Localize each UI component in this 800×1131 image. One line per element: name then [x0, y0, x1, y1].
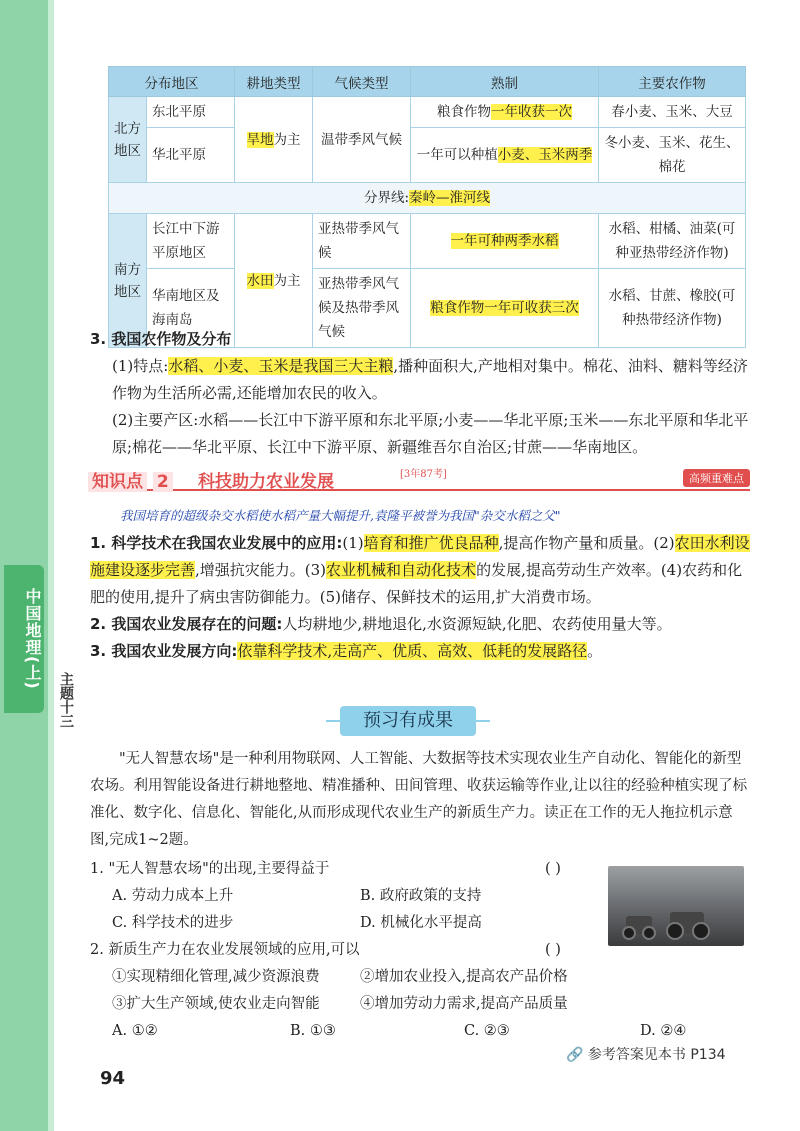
table-header: 主要农作物 [599, 67, 746, 97]
table-header: 熟制 [411, 67, 599, 97]
area-cell: 华北平原 [147, 128, 235, 183]
table-row [109, 128, 746, 183]
crops-cell: 水稻、柑橘、油菜(可种亚热带经济作物) [599, 214, 746, 269]
q1-option-c[interactable]: C. 科学技术的进步 [112, 915, 234, 931]
key-point-badge: 高频重难点 [683, 469, 750, 487]
q1-option-b[interactable]: B. 政府政策的支持 [360, 888, 482, 904]
q2-stem: 2. 新质生产力在农业发展领域的应用,可以 [90, 942, 360, 958]
crops-cell: 水稻、甘蔗、橡胶(可种热带经济作物) [599, 269, 746, 348]
point-2: 2. 我国农业发展存在的问题:人均耕地少,耕地退化,水资源短缺,化肥、农药使用量大等。 [90, 615, 672, 633]
q2-option-b[interactable]: B. ①③ [290, 1023, 336, 1039]
climate-cell: 温带季风气候 [313, 97, 411, 183]
q1-stem: 1. "无人智慧农场"的出现,主要得益于 [90, 861, 330, 877]
section3-title: 3. 我国农作物及分布 [90, 330, 232, 348]
point-1: 1. 科学技术在我国农业发展中的应用:(1)培育和推广优良品种,提高作物产量和质量。(2)农田水利设施建设逐步完善,增强抗灾能力。(3)农业机械和自动化技术的发展,提高劳动生产效率。(4)农药和化肥的使用,提升了病虫害防御能力。(5)储存、保鲜技术的运用,扩大消费市场。 [90, 534, 750, 606]
climate-cell: 亚热带季风气候 [313, 214, 411, 269]
point-3: 3. 我国农业发展方向:依靠科学技术,走高产、优质、高效、低耗的发展路径。 [90, 642, 603, 660]
ripening-cell: 粮食作物一年收获一次 [411, 97, 599, 128]
q1-option-a[interactable]: A. 劳动力成本上升 [112, 888, 234, 904]
section3-p1: (1)特点:水稻、小麦、玉米是我国三大主粮,播种面积大,产地相对集中。棉花、油料、糖料等经济作物为生活所必需,还能增加农民的收入。 [112, 357, 748, 402]
page-edge-band-light [48, 0, 54, 1131]
passage: "无人智慧农场"是一种利用物联网、人工智能、大数据等技术实现农业生产自动化、智能化的新型农场。利用智能设备进行耕地整地、精准播种、田间管理、收获运输等作业,让以往的经验种植实现了标准化、数字化、信息化、智能化,从而形成现代农业生产的新质生产力。读正在工作的无人拖拉机示意图,完成1~2题。 [90, 751, 748, 848]
farming-regions-table [108, 66, 746, 348]
ripening-cell: 一年可种两季水稻 [411, 214, 599, 269]
area-cell: 东北平原 [147, 97, 235, 128]
table-header-row [109, 67, 746, 97]
q2-statement-2: ②增加农业投入,提高农产品价格 [360, 969, 568, 985]
divider-cell: 分界线:秦岭—淮河线 [109, 183, 746, 214]
divider-row [109, 183, 746, 214]
link-icon: 🔗 [566, 1047, 584, 1063]
q2-statement-3: ③扩大生产领域,使农业走向智能 [112, 996, 320, 1012]
preview-banner: 预习有成果 [340, 706, 476, 736]
tech-points [90, 530, 750, 665]
wheel-shape [642, 926, 656, 940]
wheel-shape [622, 926, 636, 940]
table-row [109, 97, 746, 128]
page-number: 94 [100, 1068, 126, 1089]
crops-cell: 春小麦、玉米、大豆 [599, 97, 746, 128]
q2-statement-4: ④增加劳动力需求,提高产品质量 [360, 996, 568, 1012]
ripening-cell: 一年可以种植小麦、玉米两季 [411, 128, 599, 183]
q2-answer-paren[interactable]: ( ) [545, 942, 561, 958]
region-south: 南方地区 [109, 214, 147, 348]
area-cell: 长江中下游平原地区 [147, 214, 235, 269]
q1-option-d[interactable]: D. 机械化水平提高 [360, 915, 482, 931]
table-row [109, 214, 746, 269]
land-type-cell: 水田为主 [235, 214, 313, 348]
handwritten-note: 我国培育的超级杂交水稻使水稻产量大幅提升,袁隆平被誉为我国"杂交水稻之父" [120, 508, 561, 523]
wheel-shape [666, 922, 684, 940]
land-type-cell: 旱地为主 [235, 97, 313, 183]
table-header: 分布地区 [109, 67, 235, 97]
knowledge-tag: 知识点 2 [88, 467, 173, 492]
answer-reference: 🔗 参考答案见本书 P134 [566, 1047, 726, 1063]
q2-option-d[interactable]: D. ②④ [640, 1023, 687, 1039]
knowledge-title: 科技助力农业发展 [198, 472, 334, 492]
q2-statement-1: ①实现精细化管理,减少资源浪费 [112, 969, 320, 985]
side-chapter-tab: 中国地理(上) [4, 565, 44, 713]
knowledge-frequency: [3年87考] [400, 469, 447, 480]
q2-option-c[interactable]: C. ②③ [464, 1023, 510, 1039]
question-1 [90, 856, 590, 883]
region-north: 北方地区 [109, 97, 147, 183]
tractor-photo [608, 866, 744, 946]
crops-cell: 冬小麦、玉米、花生、棉花 [599, 128, 746, 183]
table-header: 耕地类型 [235, 67, 313, 97]
section3-p2: (2)主要产区:水稻——长江中下游平原和东北平原;小麦——华北平原;玉米——东北平原和华北平原;棉花——华北平原、长江中下游平原、新疆维吾尔自治区;甘蔗——华南地区。 [112, 411, 749, 456]
table-header: 气候类型 [313, 67, 411, 97]
q2-option-a[interactable]: A. ①② [112, 1023, 158, 1039]
q1-answer-paren[interactable]: ( ) [545, 861, 561, 877]
section3 [90, 326, 750, 461]
side-topic-label: 主题十三 [58, 672, 74, 728]
ripening-cell: 粮食作物一年可收获三次 [411, 269, 599, 348]
knowledge-point-header [88, 467, 750, 491]
area-cell: 华南地区及海南岛 [147, 269, 235, 348]
wheel-shape [692, 922, 710, 940]
climate-cell: 亚热带季风气候及热带季风气候 [313, 269, 411, 348]
